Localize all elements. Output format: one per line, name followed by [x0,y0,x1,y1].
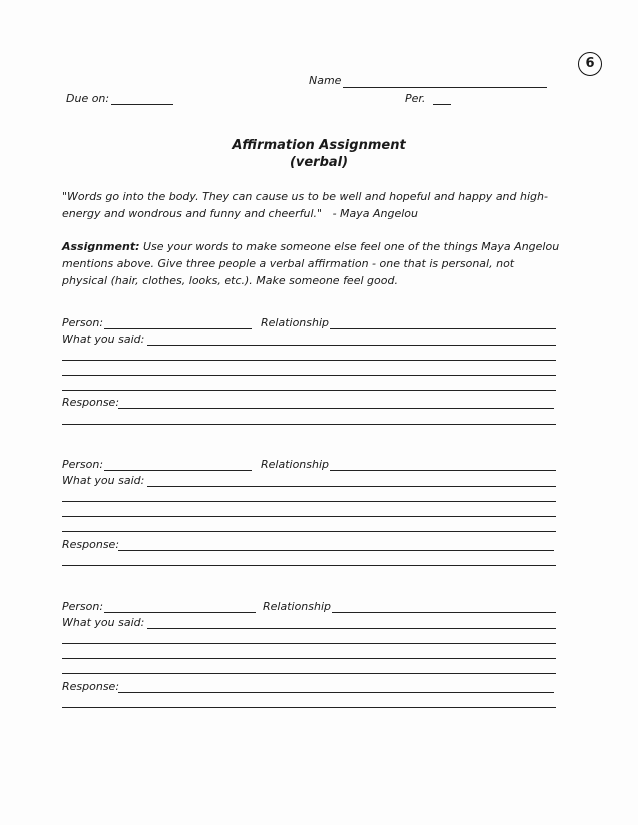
said-line[interactable] [147,345,556,346]
due-label: Due on: [66,92,110,105]
name-line[interactable] [343,87,547,88]
response-label: Response: [62,680,120,693]
per-line[interactable] [433,104,451,105]
relationship-line[interactable] [330,328,556,329]
said-line[interactable] [147,628,556,629]
person-label: Person: [62,600,104,613]
response-line[interactable] [118,408,554,409]
response-line[interactable] [118,550,554,551]
response-line[interactable] [62,565,556,566]
response-label: Response: [62,538,120,551]
said-line[interactable] [62,658,556,659]
name-label: Name [309,74,342,87]
assignment-block [62,238,562,289]
per-label: Per. [405,92,426,105]
what-you-said-label: What you said: [62,474,145,487]
assignment-subtitle: (verbal) [289,155,349,170]
assignment-label: Assignment: [62,240,140,253]
said-line[interactable] [147,486,556,487]
response-line[interactable] [62,707,556,708]
quote-block [62,188,562,222]
relationship-line[interactable] [332,612,556,613]
assignment-title: Affirmation Assignment [232,138,406,153]
due-line[interactable] [111,104,173,105]
said-line[interactable] [62,516,556,517]
person-label: Person: [62,458,104,471]
said-line[interactable] [62,531,556,532]
said-line[interactable] [62,390,556,391]
person-line[interactable] [104,470,252,471]
what-you-said-label: What you said: [62,333,145,346]
response-line[interactable] [62,424,556,425]
relationship-label: Relationship [261,458,330,471]
relationship-label: Relationship [261,316,330,329]
response-label: Response: [62,396,120,409]
relationship-label: Relationship [263,600,332,613]
assignment-text: Use your words to make someone else feel one of the things Maya Angelou mentions above. Give three people a verbal affirmation - one that is personal, not physical (hair, clothes, looks, etc.). Make someone feel good. [62,240,560,287]
page-number-badge: 6 [578,52,602,76]
what-you-said-label: What you said: [62,616,145,629]
said-line[interactable] [62,375,556,376]
said-line[interactable] [62,360,556,361]
response-line[interactable] [118,692,554,693]
relationship-line[interactable] [330,470,556,471]
person-line[interactable] [104,612,256,613]
said-line[interactable] [62,501,556,502]
quote-text: "Words go into the body. They can cause us to be well and hopeful and happy and high-energy and wondrous and funny and cheerful." [62,190,548,220]
quote-author: - Maya Angelou [332,207,419,220]
person-label: Person: [62,316,104,329]
person-line[interactable] [104,328,252,329]
said-line[interactable] [62,643,556,644]
said-line[interactable] [62,673,556,674]
